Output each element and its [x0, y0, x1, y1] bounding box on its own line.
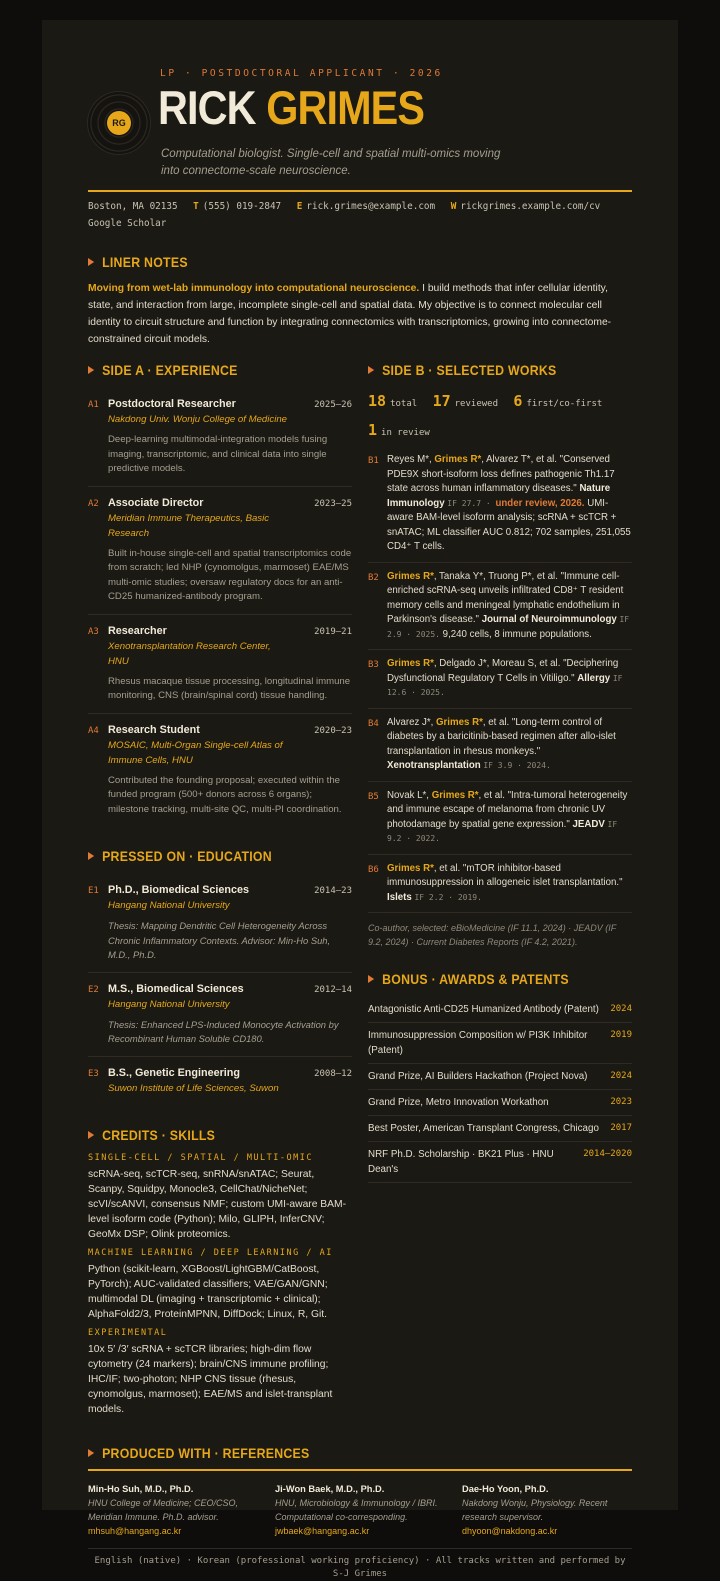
- publication-item: B2 Grimes R*, Tanaka Y*, Truong P*, et al. "Immune cell-enriched scRNA-seq unveils infiltrated CD8⁺ T resident memory cells and meningeal lymphatic endothelium in Parkinson's disease." Journal of Neuroimmunology IF 2.9 · 2025. 9,240 cells, 8 immune populations.: [368, 563, 632, 651]
- experience-item: A1 2025–26 Postdoctoral Researcher Nakdong Univ. Wonju College of Medicine Deep-learning multimodal-integration models fusing imaging, transcriptomic, and clinical data into single predictive models.: [88, 388, 352, 487]
- reference-item: Ji-Won Baek, M.D., Ph.D. HNU, Microbiology & Immunology / IBRI. Computational co-corresponding. jwbaek@hangang.ac.kr: [275, 1482, 445, 1538]
- two-columns: [88, 340, 632, 1423]
- contact-location: Boston, MA 02135: [88, 201, 178, 212]
- summary-text: I build methods that infer cellular identity, state, and interaction from large, incomplete single-cell and spatial data. My objective is to connect molecular cell identity to circuit structure and function by integrating connectomics with transcriptomics, growing into connectome-constrained circuit models.: [88, 283, 612, 345]
- tagline: Computational biologist. Single-cell and spatial multi-omics moving into connectome-scale neuroscience.: [161, 148, 501, 177]
- monogram: RG: [107, 111, 131, 135]
- role: Researcher: [108, 624, 167, 637]
- org: Nakdong Univ. Wonju College of Medicine: [108, 414, 287, 425]
- skill-heading: SINGLE-CELL / SPATIAL / MULTI-OMIC: [88, 1152, 313, 1163]
- section-title-experience: SIDE A · EXPERIENCE: [88, 362, 320, 378]
- header-rule: [88, 190, 632, 192]
- reference-email[interactable]: mhsuh@hangang.ac.kr: [88, 1525, 182, 1536]
- awards-list: [368, 997, 632, 1183]
- education-item: E3 2008–12 B.S., Genetic Engineering Suwon Institute of Life Sciences, Suwon: [88, 1066, 352, 1094]
- phone-label: T: [193, 201, 199, 212]
- email-label: E: [296, 201, 303, 212]
- section-title-liner: LINER NOTES: [88, 254, 567, 270]
- last-name: GRIMES: [266, 81, 425, 134]
- skills-list: [88, 1153, 352, 1417]
- resume-sheet: [42, 20, 678, 1579]
- reference-item: Dae-Ho Yoon, Ph.D. Nakdong Wonju, Physiology. Recent research supervisor. dhyoon@nakdong.ac.kr: [462, 1482, 632, 1538]
- reference-email[interactable]: jwbaek@hangang.ac.kr: [275, 1525, 370, 1536]
- reference-email[interactable]: dhyoon@nakdong.ac.kr: [462, 1525, 558, 1536]
- footer-note: English (native) · Korean (professional working proficiency) · All tracks written and performed by S-J Grimes: [88, 1548, 632, 1581]
- role: Postdoctoral Researcher: [108, 398, 236, 410]
- org: MOSAIC, Multi-Organ Single-cell Atlas of Immune Cells, HNU: [108, 739, 283, 766]
- section-title-awards: BONUS · AWARDS & PATENTS: [368, 971, 600, 987]
- experience-item: A4 2020–23 Research Student MOSAIC, Multi-Organ Single-cell Atlas of Immune Cells, HNU Contributed the founding proposal; executed within the funded program (500+ donors across 6 organs); milestone tracking, multi-site QC, multi-PI coordination.: [88, 714, 352, 827]
- works-list: [368, 446, 632, 913]
- award-item: Grand Prize, Metro Innovation Workathon 2023: [368, 1090, 632, 1116]
- org: Meridian Immune Therapeutics, Basic Research: [108, 512, 270, 539]
- skill-text: scRNA-seq, scTCR-seq, snRNA/snATAC; Seurat, Scanpy, Squidpy, Monocle3, CellChat/NicheNet; scVI/scANVI, consensus NMF; custom UMI-aware BAM-level isoform code (Python); Milo, GLIPH, InferCNV; GeoMx DSP; Olink proteomics.: [88, 1168, 347, 1240]
- section-title-works: SIDE B · SELECTED WORKS: [368, 362, 600, 378]
- role: Research Student: [108, 723, 200, 736]
- skill-heading: MACHINE LEARNING / DEEP LEARNING / AI: [88, 1247, 333, 1258]
- left-column: [88, 340, 352, 1423]
- coauthor-note: Co-author, selected: eBioMedicine (IF 11.1, 2024) · JEADV (IF 9.2, 2024) · Current Diabetes Reports (IF 4.2, 2021).: [368, 923, 617, 947]
- publication-item: B1 Reyes M*, Grimes R*, Alvarez T*, et al. "Conserved PDE9X short-isoform loss defines pathogenic Th1.17 state across human inflammatory diseases." Nature Immunology IF 27.7 · under review, 2026. UMI-aware BAM-level isoform analysis; scRNA + scTCR + snATAC; ML classifier AUC 0.812; 702 samples, 251,055 CD4⁺ T cells.: [368, 446, 632, 563]
- experience-list: [88, 388, 352, 826]
- desc: Deep-learning multimodal-integration models fusing imaging, transcriptomic, and clinical data into single predictive models.: [108, 434, 328, 474]
- desc: Built in-house single-cell and spatial transcriptomics code from scratch; led NHP (cynomolgus, marmoset) EAE/MS multi-omic studies; oversaw regulatory docs for an anti-CD25 humanized-antibody program.: [108, 547, 352, 602]
- publication-stats: 18 total 17 reviewed 6 first/co-first 1 in review: [368, 392, 603, 439]
- right-column: [368, 340, 632, 1423]
- education-item: E2 2012–14 M.S., Biomedical Sciences Hangang National University Thesis: Enhanced LPS-Induced Monocyte Activation by Recombinant Human Soluble CD180.: [88, 973, 352, 1057]
- publication-item: B5 Novak L*, Grimes R*, et al. "Intra-tumoral heterogeneity and immune escape of melanoma from chronic UV photodamage by spatial gene expression." JEADV IF 9.2 · 2022.: [368, 782, 632, 855]
- play-triangle-icon: [88, 1449, 94, 1457]
- play-triangle-icon: [88, 1131, 94, 1139]
- skill-text: Python (scikit-learn, XGBoost/LightGBM/CatBoost, PyTorch); AUC-validated classifiers; VAE/GAN/GNN; multimodal DL (imaging + transcriptomic + clinical); AlphaFold2/3, ProteinMPNN, DiffDock; Linux, R, Git.: [88, 1263, 328, 1320]
- education-item: E1 2014–23 Ph.D., Biomedical Sciences Hangang National University Thesis: Mapping Dendritic Cell Heterogeneity Across Chronic Inflammatory Contexts. Advisor: Min-Ho Suh, M.D., Ph.D.: [88, 874, 352, 973]
- publication-item: B6 Grimes R*, et al. "mTOR inhibitor-based immunosuppression in allogeneic islet transplantation." Islets IF 2.2 · 2019.: [368, 855, 632, 914]
- experience-item: A2 2023–25 Associate Director Meridian Immune Therapeutics, Basic Research Built in-house single-cell and spatial transcriptomics code from scratch; led NHP (cynomolgus, marmoset) EAE/MS multi-omic studies; oversaw regulatory docs for an anti-CD25 humanized-antibody program.: [88, 487, 352, 615]
- award-item: Grand Prize, AI Builders Hackathon (Project Nova) 2024: [368, 1064, 632, 1090]
- play-triangle-icon: [368, 366, 374, 374]
- section-title-education: PRESSED ON · EDUCATION: [88, 848, 320, 864]
- summary: [88, 280, 632, 348]
- web-label: W: [450, 201, 457, 212]
- contact-email[interactable]: rick.grimes@example.com: [306, 201, 436, 212]
- experience-item: A3 2019–21 Researcher Xenotransplantation Research Center, HNU Rhesus macaque tissue processing, longitudinal immune monitoring, CNS (brain/spinal cord) tissue handling.: [88, 615, 352, 714]
- header: [88, 20, 632, 212]
- play-triangle-icon: [88, 366, 94, 374]
- skill-text: 10x 5′ /3′ scRNA + scTCR libraries; high-dim flow cytometry (24 markers); brain/CNS immune profiling; IHC/IF; two-photon; NHP CNS tissue (rhesus, cynomolgus, marmoset); EAE/MS and islet-transplant models.: [88, 1343, 333, 1415]
- skill-heading: EXPERIMENTAL: [88, 1327, 168, 1338]
- desc: Rhesus macaque tissue processing, longitudinal immune monitoring, CNS (brain/spinal cord) tissue handling.: [108, 675, 351, 701]
- publication-item: B3 Grimes R*, Delgado J*, Moreau S, et al. "Deciphering Dysfunctional Regulatory T Cells in Vitiligo." Allergy IF 12.6 · 2025.: [368, 650, 632, 709]
- scholar-link[interactable]: Google Scholar: [88, 218, 167, 229]
- references-list: [88, 1482, 632, 1538]
- desc: Contributed the founding proposal; executed within the funded program (500+ donors across 6 organs); milestone tracking, multi-site QC, multi-PI coordination.: [108, 774, 342, 815]
- award-item: Best Poster, American Transplant Congress, Chicago 2017: [368, 1116, 632, 1142]
- play-triangle-icon: [88, 852, 94, 860]
- play-triangle-icon: [368, 975, 374, 983]
- section-title-references: PRODUCED WITH · REFERENCES: [88, 1445, 567, 1461]
- award-item: Immunosuppression Composition w/ PI3K Inhibitor (Patent) 2019: [368, 1023, 632, 1064]
- role: Associate Director: [108, 496, 204, 509]
- vinyl-record-logo: [88, 92, 150, 154]
- award-item: NRF Ph.D. Scholarship · BK21 Plus · HNU Dean's 2014–2020: [368, 1142, 632, 1183]
- first-name: RICK: [158, 81, 256, 134]
- reference-item: Min-Ho Suh, M.D., Ph.D. HNU College of Medicine; CEO/CSO, Meridian Immune. Ph.D. advisor. mhsuh@hangang.ac.kr: [88, 1482, 258, 1538]
- name-title: [158, 80, 424, 136]
- contact-website[interactable]: rickgrimes.example.com/cv: [460, 201, 601, 212]
- play-triangle-icon: [88, 258, 94, 266]
- kicker: LP · POSTDOCTORAL APPLICANT · 2026: [160, 68, 443, 79]
- section-title-skills: CREDITS · SKILLS: [88, 1127, 320, 1143]
- org: Xenotransplantation Research Center, HNU: [108, 640, 271, 667]
- education-list: [88, 874, 352, 1105]
- contact-phone[interactable]: (555) 019-2847: [202, 201, 282, 212]
- publication-item: B4 Alvarez J*, Grimes R*, et al. "Long-term control of diabetes by a baricitinib-based regimen after allo-islet transplantation in rhesus monkeys." Xenotransplantation IF 3.9 · 2024.: [368, 709, 632, 782]
- references-rule: [88, 1469, 632, 1471]
- summary-highlight: Moving from wet-lab immunology into computational neuroscience.: [88, 283, 420, 294]
- award-item: Antagonistic Anti-CD25 Humanized Antibody (Patent) 2024: [368, 997, 632, 1023]
